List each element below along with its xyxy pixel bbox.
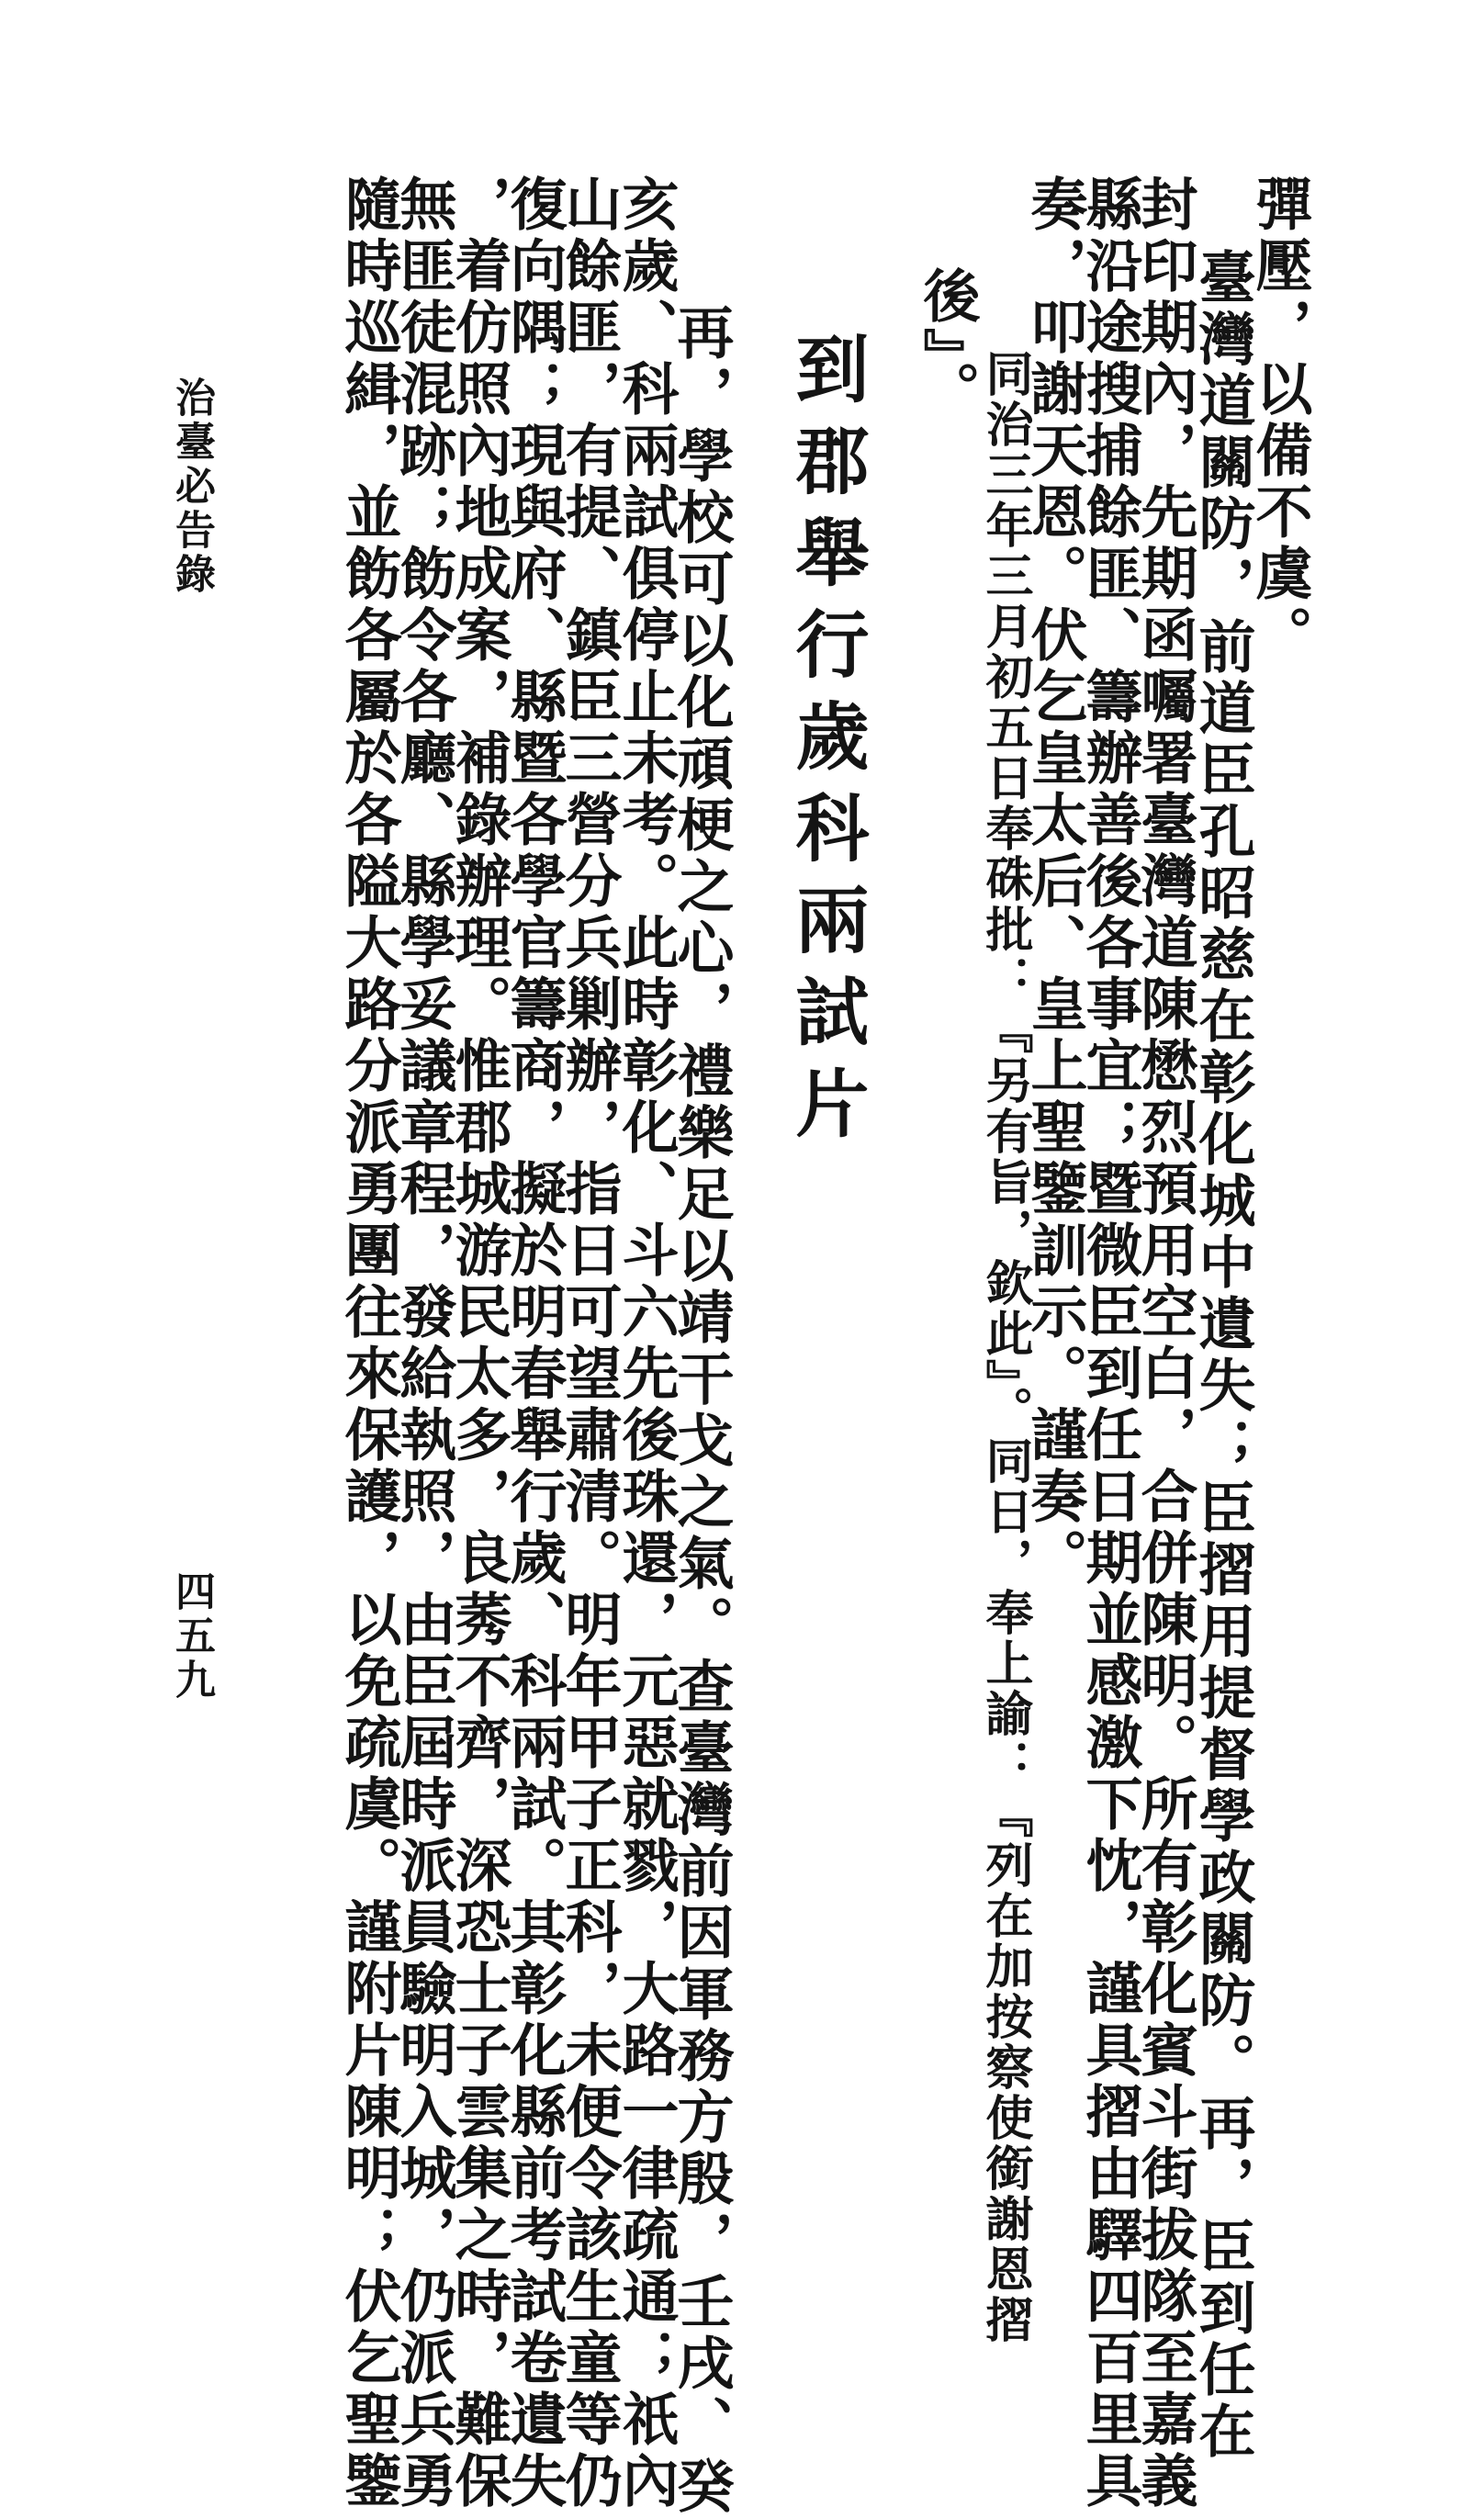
- text-column-1: 彈壓，以備不虞。: [1246, 174, 1313, 667]
- page-number: 四五九: [168, 1570, 215, 1703]
- text-column-11: 復向隅；現與府、縣暨各學官籌商，擬於明春舉行歲、科兩試。其彰化縣前考試卷遺失: [500, 174, 568, 2512]
- text-column-2: 臺灣道關防，前道臣孔昭慈在彰化城中遺失；臣摺用提督學政關防。再，臣到任在: [1189, 248, 1256, 2463]
- text-column-12: ，着仿照內地成案，補錄辦理。惟郡城游民太多，良莠不齊，深恐士子雲集之時，難保: [445, 174, 512, 2512]
- text-column-5: 奏，叩謝天恩。伏乞皇太后、皇上聖鑒訓示。謹奏。: [1021, 174, 1088, 1590]
- book-title: 治臺必告錄: [168, 377, 215, 597]
- section-title: 到郡舉行歲科兩試片: [783, 331, 870, 1157]
- text-column-13: 無匪徒混跡；飭令各廳、縣學妥議章程，發給執照，由臣屆時派員驗明入城，仍派兵勇: [390, 174, 457, 2512]
- text-column-14: 隨時巡緝，並飭各屬於各隘大路分派勇團往來保護，以免疏虞。謹附片陳明；伏乞聖鑒: [335, 174, 402, 2512]
- text-column-4: 縣沿途搜捕餘匪、籌辦善後各事宜；暨微臣到任日期並感激下忱，謹具摺由驛四百里具: [1076, 174, 1143, 2512]
- text-column-9: 亥歲、科兩試俱停止未考。此時彰化、斗六先後珠還，元惡就戮，大路一律疏通；祇內: [613, 174, 680, 2512]
- rescript-note-column-2: 後』。: [914, 266, 981, 422]
- text-column-10: 山餘匪，有提、鎮臣三營分兵剿辦，指日可望肅清。明年甲子正科，未便令該生童等仍: [556, 174, 623, 2512]
- rescript-note-column-1: 同治三年三月初五日奉硃批：『另有旨，欽此』。同日，奉上諭：『列在加按察使銜謝恩摺: [977, 349, 1033, 2345]
- text-column-3: 封印期內，先期函囑署臺灣道陳懋烈預用空白，合併陳明。所有彰化賓斗街拔隊至嘉義: [1131, 174, 1198, 2512]
- text-column-8: 再，學校可以化頑梗之心，禮樂足以靖干戈之氣。查臺灣前因軍務方殷，壬戌、癸: [668, 303, 735, 2518]
